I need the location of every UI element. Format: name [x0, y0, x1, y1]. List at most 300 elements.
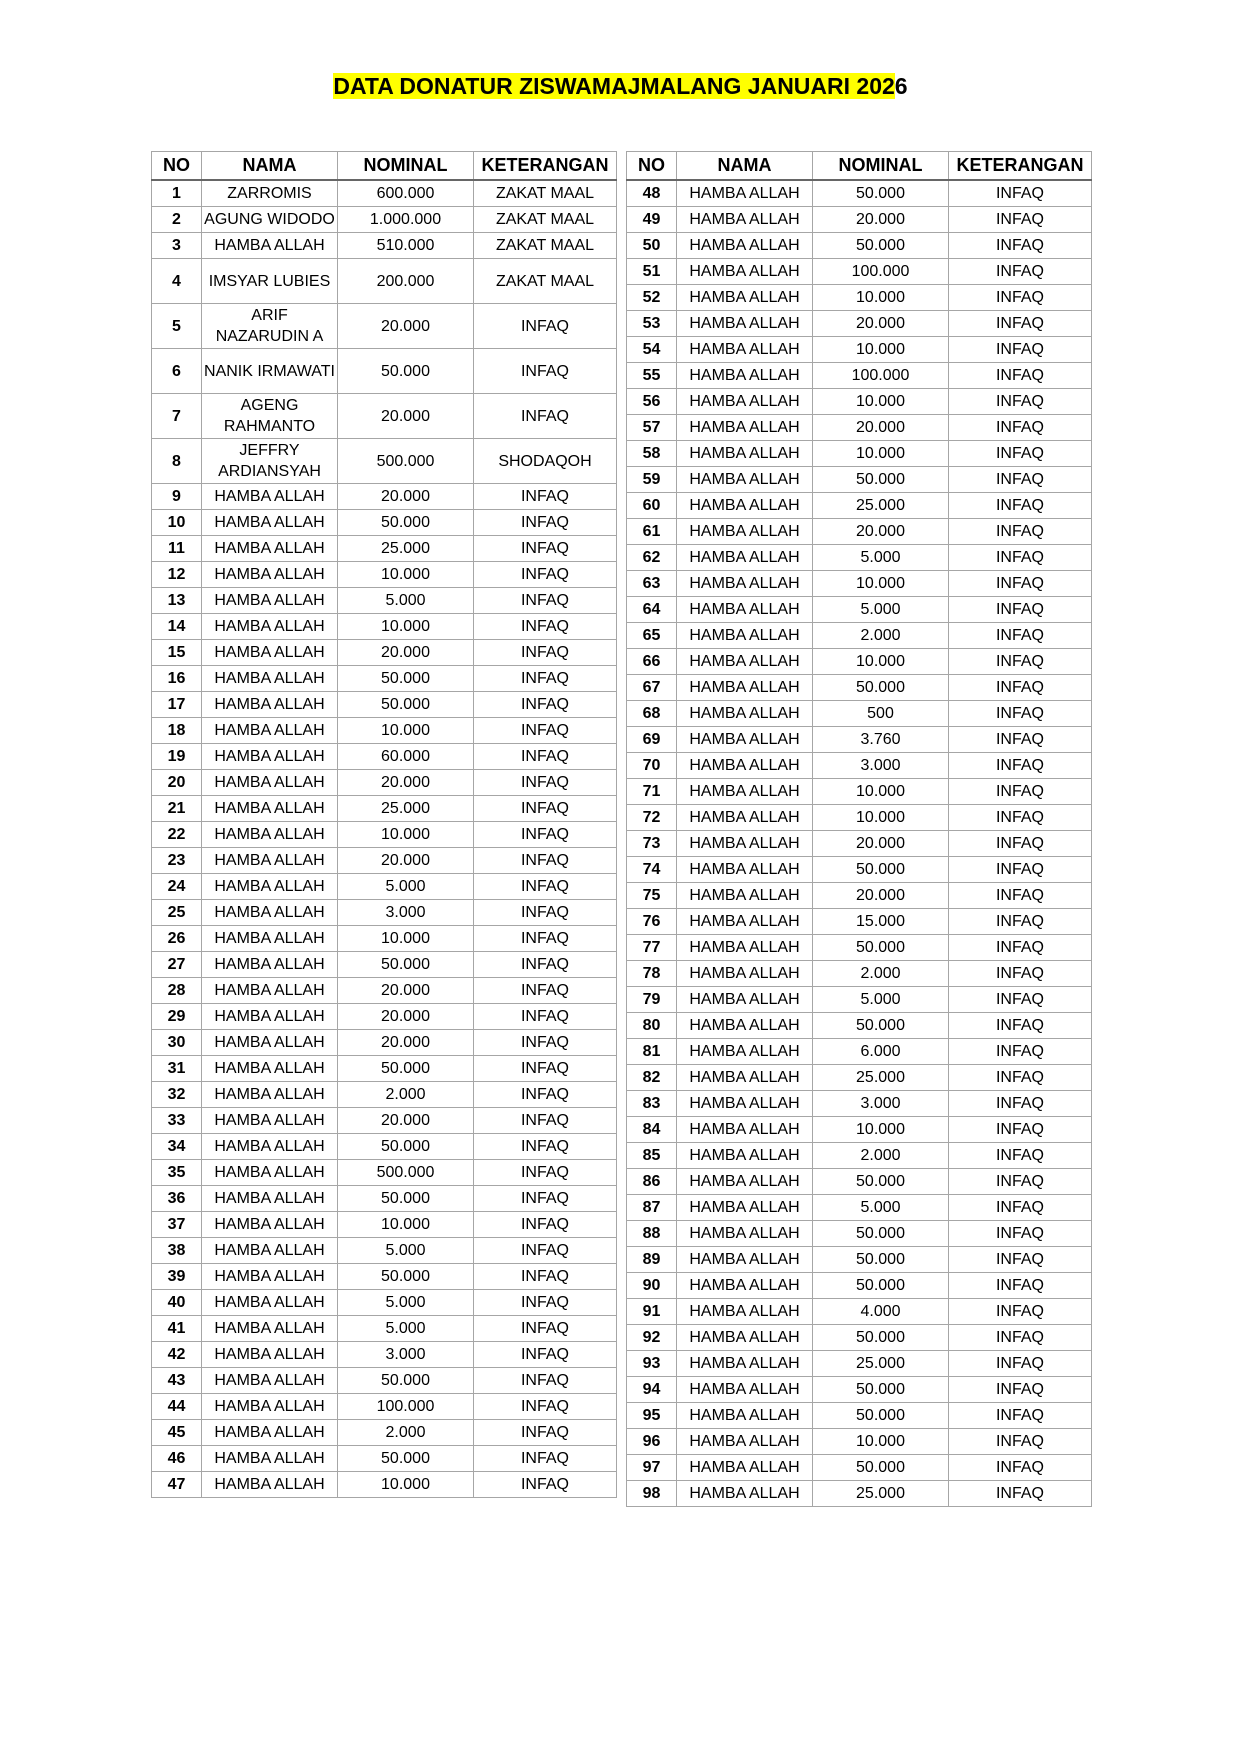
cell-keterangan: INFAQ	[474, 1030, 617, 1056]
cell-no: 78	[627, 961, 677, 987]
cell-keterangan: INFAQ	[474, 349, 617, 394]
cell-no: 53	[627, 311, 677, 337]
cell-keterangan: INFAQ	[474, 1160, 617, 1186]
cell-nominal: 25.000	[813, 1481, 949, 1507]
cell-nominal: 20.000	[813, 883, 949, 909]
cell-keterangan: INFAQ	[474, 900, 617, 926]
cell-nominal: 5.000	[338, 1290, 474, 1316]
table-row	[627, 1455, 1092, 1481]
cell-nama: HAMBA ALLAH	[202, 1186, 338, 1212]
cell-keterangan: INFAQ	[474, 588, 617, 614]
cell-no: 19	[152, 744, 202, 770]
table-row	[152, 1108, 617, 1134]
cell-nama: HAMBA ALLAH	[677, 1299, 813, 1325]
cell-nominal: 2.000	[338, 1082, 474, 1108]
cell-no: 36	[152, 1186, 202, 1212]
table-row	[152, 394, 617, 439]
table-row	[152, 1446, 617, 1472]
cell-nama: HAMBA ALLAH	[202, 1264, 338, 1290]
header-nama: NAMA	[202, 152, 338, 181]
cell-keterangan: INFAQ	[474, 978, 617, 1004]
cell-nominal: 5.000	[338, 1238, 474, 1264]
cell-nominal: 20.000	[813, 831, 949, 857]
table-row	[152, 1394, 617, 1420]
cell-nama: AGENG RAHMANTO	[202, 394, 338, 439]
table-row	[627, 935, 1092, 961]
cell-keterangan: INFAQ	[949, 207, 1092, 233]
cell-no: 33	[152, 1108, 202, 1134]
cell-nominal: 20.000	[338, 848, 474, 874]
cell-keterangan: INFAQ	[474, 874, 617, 900]
cell-no: 62	[627, 545, 677, 571]
cell-nominal: 50.000	[813, 1377, 949, 1403]
cell-nominal: 10.000	[338, 926, 474, 952]
table-row	[152, 926, 617, 952]
cell-keterangan: INFAQ	[949, 1273, 1092, 1299]
cell-nominal: 5.000	[813, 987, 949, 1013]
table-row	[152, 1212, 617, 1238]
cell-nominal: 10.000	[338, 822, 474, 848]
cell-nominal: 10.000	[813, 1117, 949, 1143]
table-row	[627, 779, 1092, 805]
cell-nominal: 50.000	[338, 1056, 474, 1082]
cell-keterangan: INFAQ	[949, 1013, 1092, 1039]
cell-no: 45	[152, 1420, 202, 1446]
cell-no: 34	[152, 1134, 202, 1160]
cell-no: 91	[627, 1299, 677, 1325]
cell-nominal: 500.000	[338, 1160, 474, 1186]
cell-nominal: 50.000	[813, 1169, 949, 1195]
cell-no: 69	[627, 727, 677, 753]
cell-nominal: 50.000	[338, 1134, 474, 1160]
table-row	[627, 363, 1092, 389]
cell-nama: HAMBA ALLAH	[202, 744, 338, 770]
cell-nama: HAMBA ALLAH	[677, 441, 813, 467]
cell-nama: HAMBA ALLAH	[677, 180, 813, 207]
header-nama: NAMA	[677, 152, 813, 181]
cell-no: 10	[152, 510, 202, 536]
table-row	[627, 1403, 1092, 1429]
cell-nama: HAMBA ALLAH	[677, 1143, 813, 1169]
cell-keterangan: INFAQ	[949, 285, 1092, 311]
cell-keterangan: INFAQ	[474, 1316, 617, 1342]
cell-no: 48	[627, 180, 677, 207]
cell-nama: HAMBA ALLAH	[202, 510, 338, 536]
cell-nominal: 50.000	[813, 233, 949, 259]
cell-nama: HAMBA ALLAH	[677, 1013, 813, 1039]
cell-no: 38	[152, 1238, 202, 1264]
cell-nama: HAMBA ALLAH	[677, 259, 813, 285]
cell-keterangan: INFAQ	[474, 1446, 617, 1472]
cell-keterangan: INFAQ	[949, 415, 1092, 441]
table-row	[627, 493, 1092, 519]
table-row	[152, 304, 617, 349]
cell-nama: HAMBA ALLAH	[677, 1169, 813, 1195]
cell-nominal: 10.000	[813, 779, 949, 805]
cell-nominal: 20.000	[338, 1004, 474, 1030]
cell-nama: HAMBA ALLAH	[677, 571, 813, 597]
cell-nama: HAMBA ALLAH	[202, 1134, 338, 1160]
table-row	[627, 1221, 1092, 1247]
cell-keterangan: INFAQ	[474, 510, 617, 536]
table-row	[627, 883, 1092, 909]
cell-nama: HAMBA ALLAH	[202, 614, 338, 640]
cell-nama: HAMBA ALLAH	[677, 311, 813, 337]
cell-no: 15	[152, 640, 202, 666]
table-row	[627, 311, 1092, 337]
cell-no: 73	[627, 831, 677, 857]
cell-nama: HAMBA ALLAH	[202, 692, 338, 718]
cell-nominal: 50.000	[338, 692, 474, 718]
cell-no: 92	[627, 1325, 677, 1351]
cell-no: 76	[627, 909, 677, 935]
cell-nama: ARIF NAZARUDIN A	[202, 304, 338, 349]
cell-no: 39	[152, 1264, 202, 1290]
table-row	[152, 1342, 617, 1368]
cell-no: 1	[152, 180, 202, 207]
cell-keterangan: INFAQ	[474, 770, 617, 796]
cell-nama: JEFFRY ARDIANSYAH	[202, 439, 338, 484]
table-row	[627, 649, 1092, 675]
cell-keterangan: INFAQ	[474, 614, 617, 640]
cell-no: 98	[627, 1481, 677, 1507]
cell-nama: HAMBA ALLAH	[677, 389, 813, 415]
title-highlighted: DATA DONATUR ZISWAMAJMALANG JANUARI 202	[333, 73, 895, 99]
table-row	[627, 701, 1092, 727]
header-no: NO	[152, 152, 202, 181]
table-row	[627, 1351, 1092, 1377]
cell-no: 66	[627, 649, 677, 675]
cell-no: 42	[152, 1342, 202, 1368]
cell-nominal: 50.000	[813, 1221, 949, 1247]
cell-no: 31	[152, 1056, 202, 1082]
table-row	[627, 180, 1092, 207]
cell-no: 22	[152, 822, 202, 848]
table-row	[152, 640, 617, 666]
cell-nama: HAMBA ALLAH	[202, 848, 338, 874]
cell-keterangan: INFAQ	[474, 304, 617, 349]
cell-keterangan: INFAQ	[949, 259, 1092, 285]
cell-keterangan: INFAQ	[949, 675, 1092, 701]
cell-keterangan: INFAQ	[474, 1290, 617, 1316]
cell-nama: HAMBA ALLAH	[677, 597, 813, 623]
cell-nama: HAMBA ALLAH	[677, 233, 813, 259]
table-row	[152, 744, 617, 770]
cell-keterangan: INFAQ	[474, 822, 617, 848]
table-row	[152, 1186, 617, 1212]
cell-keterangan: INFAQ	[474, 1004, 617, 1030]
table-row	[627, 337, 1092, 363]
cell-no: 96	[627, 1429, 677, 1455]
table-row	[152, 978, 617, 1004]
cell-nama: HAMBA ALLAH	[202, 536, 338, 562]
cell-keterangan: ZAKAT MAAL	[474, 259, 617, 304]
cell-no: 63	[627, 571, 677, 597]
cell-keterangan: INFAQ	[949, 1169, 1092, 1195]
cell-nama: HAMBA ALLAH	[677, 1247, 813, 1273]
cell-nominal: 510.000	[338, 233, 474, 259]
cell-keterangan: INFAQ	[949, 727, 1092, 753]
table-row	[627, 857, 1092, 883]
cell-keterangan: INFAQ	[949, 753, 1092, 779]
table-row	[152, 439, 617, 484]
cell-keterangan: INFAQ	[474, 536, 617, 562]
table-row	[627, 909, 1092, 935]
cell-keterangan: INFAQ	[474, 952, 617, 978]
cell-keterangan: INFAQ	[949, 1221, 1092, 1247]
cell-no: 13	[152, 588, 202, 614]
cell-nama: HAMBA ALLAH	[677, 727, 813, 753]
table-row	[152, 1160, 617, 1186]
table-row	[627, 467, 1092, 493]
header-row	[627, 152, 1092, 181]
cell-keterangan: INFAQ	[949, 1065, 1092, 1091]
table-row	[152, 484, 617, 510]
cell-keterangan: INFAQ	[474, 562, 617, 588]
cell-no: 51	[627, 259, 677, 285]
cell-keterangan: INFAQ	[949, 1091, 1092, 1117]
cell-no: 77	[627, 935, 677, 961]
cell-no: 68	[627, 701, 677, 727]
cell-nama: HAMBA ALLAH	[677, 909, 813, 935]
cell-keterangan: ZAKAT MAAL	[474, 207, 617, 233]
cell-keterangan: INFAQ	[949, 779, 1092, 805]
cell-no: 37	[152, 1212, 202, 1238]
cell-keterangan: INFAQ	[949, 1377, 1092, 1403]
cell-keterangan: INFAQ	[949, 623, 1092, 649]
table-row	[152, 259, 617, 304]
table-row	[152, 180, 617, 207]
cell-nama: HAMBA ALLAH	[202, 822, 338, 848]
cell-nama: HAMBA ALLAH	[677, 753, 813, 779]
table-row	[152, 510, 617, 536]
cell-nama: IMSYAR LUBIES	[202, 259, 338, 304]
table-row	[152, 588, 617, 614]
cell-nama: HAMBA ALLAH	[677, 883, 813, 909]
cell-nominal: 20.000	[338, 640, 474, 666]
table-row	[627, 1091, 1092, 1117]
cell-keterangan: INFAQ	[949, 961, 1092, 987]
cell-no: 26	[152, 926, 202, 952]
cell-no: 43	[152, 1368, 202, 1394]
donor-table-left	[151, 151, 617, 1498]
cell-nominal: 10.000	[338, 718, 474, 744]
cell-keterangan: INFAQ	[474, 1056, 617, 1082]
table-row	[627, 259, 1092, 285]
cell-keterangan: INFAQ	[949, 337, 1092, 363]
cell-nama: HAMBA ALLAH	[677, 831, 813, 857]
cell-keterangan: INFAQ	[949, 935, 1092, 961]
cell-nama: HAMBA ALLAH	[677, 1039, 813, 1065]
cell-keterangan: INFAQ	[949, 857, 1092, 883]
cell-keterangan: INFAQ	[474, 1394, 617, 1420]
cell-nominal: 25.000	[338, 536, 474, 562]
table-row	[152, 718, 617, 744]
cell-no: 3	[152, 233, 202, 259]
cell-no: 87	[627, 1195, 677, 1221]
cell-keterangan: INFAQ	[474, 394, 617, 439]
cell-keterangan: INFAQ	[949, 1247, 1092, 1273]
cell-nominal: 50.000	[813, 180, 949, 207]
cell-nama: HAMBA ALLAH	[202, 1030, 338, 1056]
cell-keterangan: INFAQ	[474, 796, 617, 822]
cell-nominal: 5.000	[338, 588, 474, 614]
cell-no: 88	[627, 1221, 677, 1247]
table-row	[627, 1481, 1092, 1507]
cell-nama: HAMBA ALLAH	[677, 675, 813, 701]
cell-nominal: 20.000	[813, 207, 949, 233]
cell-nama: HAMBA ALLAH	[677, 935, 813, 961]
cell-nominal: 3.000	[813, 1091, 949, 1117]
cell-nominal: 5.000	[813, 545, 949, 571]
cell-keterangan: INFAQ	[474, 484, 617, 510]
table-row	[152, 1030, 617, 1056]
cell-nominal: 50.000	[338, 510, 474, 536]
cell-no: 83	[627, 1091, 677, 1117]
cell-no: 2	[152, 207, 202, 233]
cell-nominal: 5.000	[813, 1195, 949, 1221]
cell-nominal: 5.000	[338, 874, 474, 900]
table-row	[152, 1004, 617, 1030]
cell-nominal: 20.000	[338, 394, 474, 439]
table-row	[627, 1273, 1092, 1299]
cell-keterangan: INFAQ	[949, 1429, 1092, 1455]
cell-keterangan: INFAQ	[474, 1212, 617, 1238]
cell-nama: HAMBA ALLAH	[202, 1368, 338, 1394]
cell-no: 5	[152, 304, 202, 349]
donor-table-right	[626, 151, 1092, 1507]
cell-no: 72	[627, 805, 677, 831]
cell-nama: HAMBA ALLAH	[202, 1446, 338, 1472]
cell-keterangan: INFAQ	[949, 805, 1092, 831]
cell-keterangan: INFAQ	[949, 441, 1092, 467]
cell-keterangan: INFAQ	[474, 1238, 617, 1264]
cell-nama: HAMBA ALLAH	[202, 718, 338, 744]
cell-nama: HAMBA ALLAH	[677, 1429, 813, 1455]
cell-nama: HAMBA ALLAH	[202, 1108, 338, 1134]
cell-no: 6	[152, 349, 202, 394]
table-row	[627, 597, 1092, 623]
cell-keterangan: INFAQ	[474, 1420, 617, 1446]
table-row	[152, 207, 617, 233]
table-row	[627, 1117, 1092, 1143]
cell-nama: HAMBA ALLAH	[677, 1481, 813, 1507]
table-row	[627, 675, 1092, 701]
table-row	[152, 536, 617, 562]
table-row	[152, 1420, 617, 1446]
cell-nominal: 25.000	[813, 493, 949, 519]
cell-nama: HAMBA ALLAH	[677, 415, 813, 441]
table-row	[627, 805, 1092, 831]
table-row	[627, 285, 1092, 311]
cell-nama: HAMBA ALLAH	[677, 207, 813, 233]
cell-nominal: 50.000	[813, 857, 949, 883]
cell-nama: HAMBA ALLAH	[202, 1394, 338, 1420]
cell-keterangan: INFAQ	[949, 909, 1092, 935]
cell-no: 54	[627, 337, 677, 363]
cell-no: 64	[627, 597, 677, 623]
cell-nama: HAMBA ALLAH	[677, 623, 813, 649]
cell-no: 85	[627, 1143, 677, 1169]
cell-nama: HAMBA ALLAH	[202, 666, 338, 692]
cell-no: 86	[627, 1169, 677, 1195]
cell-nama: HAMBA ALLAH	[202, 926, 338, 952]
cell-keterangan: INFAQ	[949, 1481, 1092, 1507]
table-row	[627, 389, 1092, 415]
cell-nama: HAMBA ALLAH	[202, 588, 338, 614]
cell-nominal: 200.000	[338, 259, 474, 304]
cell-nama: HAMBA ALLAH	[677, 1273, 813, 1299]
cell-nama: HAMBA ALLAH	[677, 1351, 813, 1377]
cell-nama: HAMBA ALLAH	[202, 1290, 338, 1316]
table-row	[152, 1368, 617, 1394]
cell-keterangan: INFAQ	[949, 180, 1092, 207]
cell-nominal: 100.000	[813, 259, 949, 285]
cell-nominal: 6.000	[813, 1039, 949, 1065]
cell-nama: HAMBA ALLAH	[677, 1455, 813, 1481]
table-row	[152, 1082, 617, 1108]
cell-keterangan: INFAQ	[949, 467, 1092, 493]
table-row	[627, 1299, 1092, 1325]
cell-no: 29	[152, 1004, 202, 1030]
cell-no: 71	[627, 779, 677, 805]
cell-keterangan: INFAQ	[949, 571, 1092, 597]
cell-nominal: 3.000	[338, 900, 474, 926]
cell-nominal: 25.000	[813, 1351, 949, 1377]
cell-nominal: 3.760	[813, 727, 949, 753]
cell-no: 97	[627, 1455, 677, 1481]
table-row	[152, 1316, 617, 1342]
cell-keterangan: INFAQ	[474, 848, 617, 874]
cell-keterangan: INFAQ	[474, 640, 617, 666]
table-row	[152, 233, 617, 259]
cell-no: 60	[627, 493, 677, 519]
cell-nama: HAMBA ALLAH	[677, 493, 813, 519]
table-row	[627, 207, 1092, 233]
cell-keterangan: INFAQ	[474, 1368, 617, 1394]
cell-nominal: 3.000	[338, 1342, 474, 1368]
cell-no: 8	[152, 439, 202, 484]
table-row	[627, 727, 1092, 753]
table-row	[152, 1134, 617, 1160]
cell-keterangan: INFAQ	[474, 1082, 617, 1108]
cell-no: 75	[627, 883, 677, 909]
cell-keterangan: INFAQ	[474, 1108, 617, 1134]
cell-no: 49	[627, 207, 677, 233]
table-row	[627, 1195, 1092, 1221]
table-row	[627, 441, 1092, 467]
cell-keterangan: INFAQ	[949, 1455, 1092, 1481]
cell-nama: NANIK IRMAWATI	[202, 349, 338, 394]
cell-nominal: 50.000	[813, 1325, 949, 1351]
cell-nominal: 10.000	[813, 571, 949, 597]
table-row	[627, 961, 1092, 987]
cell-nama: HAMBA ALLAH	[677, 1195, 813, 1221]
cell-nama: HAMBA ALLAH	[677, 1065, 813, 1091]
cell-no: 95	[627, 1403, 677, 1429]
cell-no: 14	[152, 614, 202, 640]
cell-no: 65	[627, 623, 677, 649]
cell-nominal: 25.000	[813, 1065, 949, 1091]
cell-nama: HAMBA ALLAH	[677, 1221, 813, 1247]
cell-no: 18	[152, 718, 202, 744]
cell-no: 56	[627, 389, 677, 415]
cell-no: 70	[627, 753, 677, 779]
cell-nominal: 20.000	[338, 770, 474, 796]
cell-nominal: 20.000	[813, 415, 949, 441]
cell-nominal: 10.000	[338, 1472, 474, 1498]
cell-nominal: 2.000	[813, 1143, 949, 1169]
